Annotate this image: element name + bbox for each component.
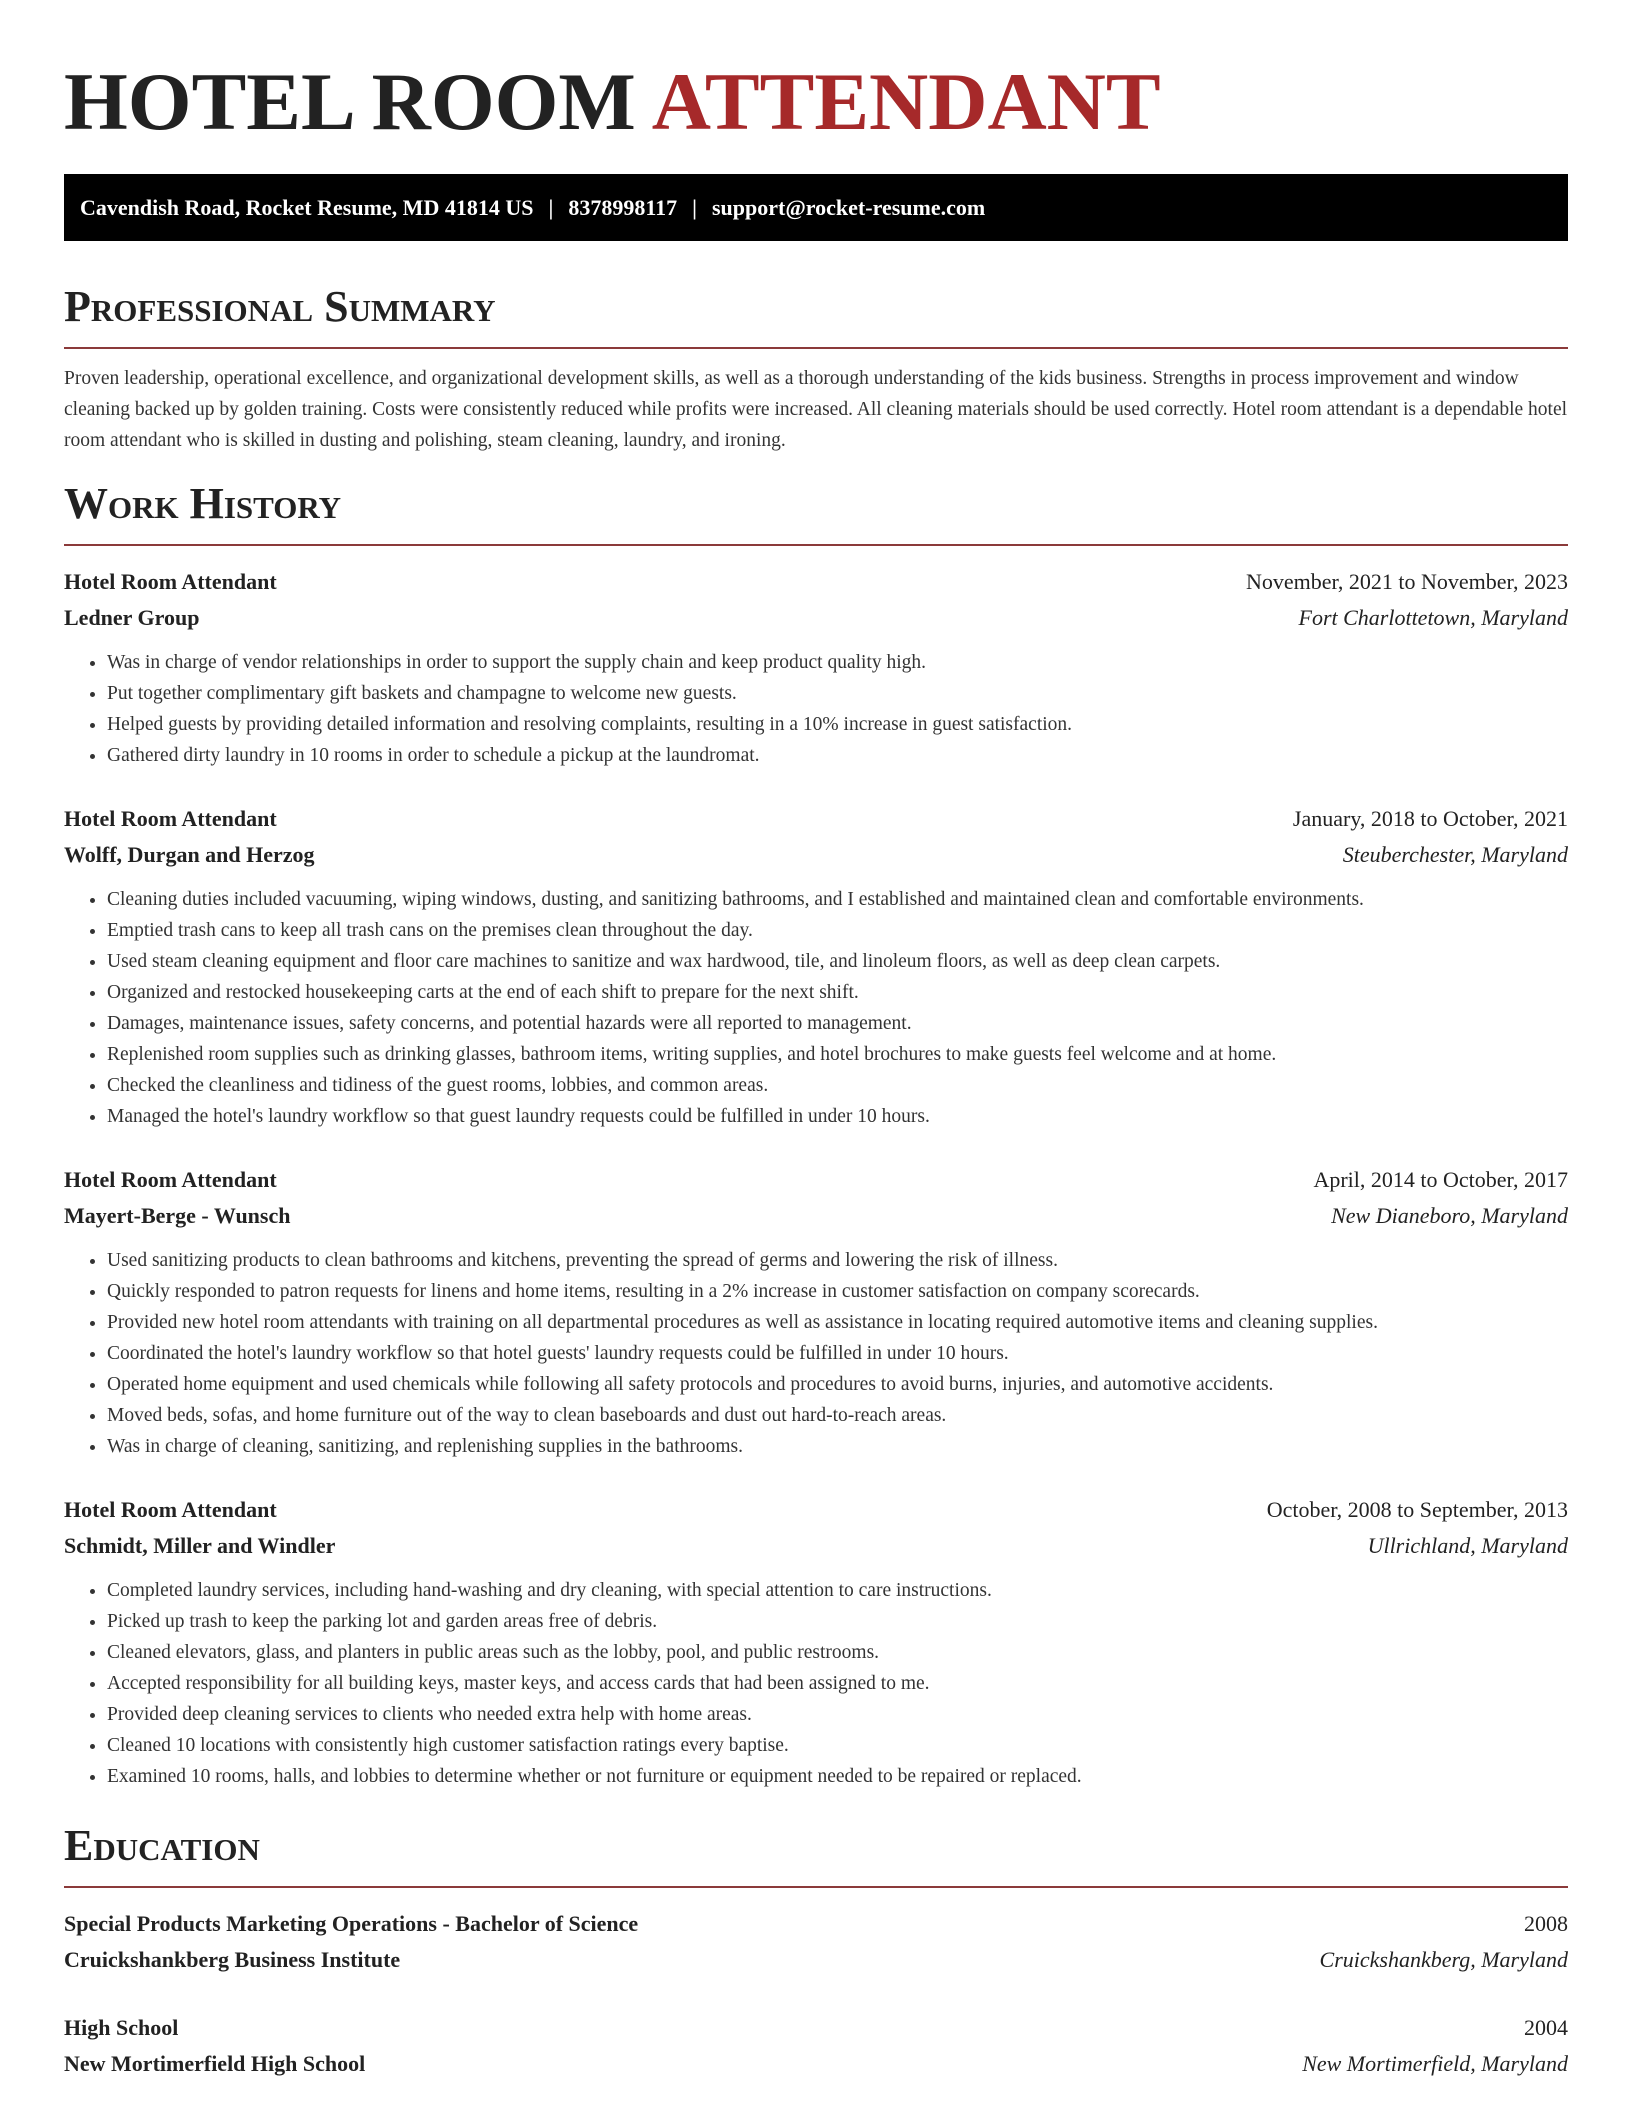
job-dates: January, 2018 to October, 2021	[1292, 806, 1568, 831]
job-dates: April, 2014 to October, 2017	[1313, 1167, 1568, 1192]
summary-text: Proven leadership, operational excellence, and organizational development skills, as well as a thorough understanding of the kids business. Strengths in process improvement and window cleaning backed up by golden training. Costs were consistently reduced while profits were increased. All cleaning materials should be used correctly. Hotel room attendant is a dependable hotel room attendant who is skilled in dusting and polishing, steam cleaning, laundry, and ironing.	[64, 368, 1568, 451]
contact-bar	[64, 174, 1568, 241]
job-bullets	[64, 1245, 1568, 1462]
job-bullet: • Provided new hotel room attendants with training on all departmental procedures as well as assistance in locating required automotive items and cleaning supplies.	[107, 1307, 1568, 1338]
job-bullets	[64, 884, 1568, 1132]
education-location: New Mortimerfield, Maryland	[1302, 2051, 1568, 2076]
education-year: 2008	[1524, 1911, 1568, 1936]
education-degree-row	[64, 2010, 1568, 2046]
education-degree-row	[64, 1906, 1568, 1942]
education-section	[64, 1820, 1568, 2082]
job-bullet: • Cleaned 10 locations with consistently high customer satisfaction ratings every baptise.	[107, 1730, 1568, 1761]
job-bullet: • Gathered dirty laundry in 10 rooms in order to schedule a pickup at the laundromat.	[107, 740, 1568, 771]
job-bullet: • Was in charge of cleaning, sanitizing, and replenishing supplies in the bathrooms.	[107, 1431, 1568, 1462]
section-divider	[64, 544, 1568, 546]
education-school-row	[64, 1942, 1568, 1978]
job-bullet: • Replenished room supplies such as drinking glasses, bathroom items, writing supplies, and hotel brochures to make guests feel welcome and at home.	[107, 1039, 1568, 1070]
education-school-row	[64, 2046, 1568, 2082]
education-school: New Mortimerfield High School	[64, 2051, 366, 2076]
section-heading-education: Education	[64, 1821, 260, 1870]
section-heading-summary: Professional Summary	[64, 282, 496, 331]
work-history-section	[64, 478, 1568, 1792]
job-bullet: • Checked the cleanliness and tidiness of the guest rooms, lobbies, and common areas.	[107, 1070, 1568, 1101]
title-accent: ATTENDANT	[651, 56, 1161, 147]
job-entry	[64, 564, 1568, 771]
job-title: Hotel Room Attendant	[64, 569, 277, 594]
resume-title	[64, 52, 1568, 152]
education-degree: Special Products Marketing Operations - Bachelor of Science	[64, 1911, 639, 1936]
job-company: Wolff, Durgan and Herzog	[64, 842, 315, 867]
job-bullet: • Cleaned elevators, glass, and planters in public areas such as the lobby, pool, and public restrooms.	[107, 1637, 1568, 1668]
job-bullet: • Operated home equipment and used chemicals while following all safety protocols and procedures to avoid burns, injuries, and automotive accidents.	[107, 1369, 1568, 1400]
job-location: New Dianeboro, Maryland	[1331, 1203, 1568, 1228]
job-bullet: • Helped guests by providing detailed information and resolving complaints, resulting in a 10% increase in guest satisfaction.	[107, 709, 1568, 740]
title-main: HOTEL ROOM	[64, 56, 636, 147]
job-bullet: • Accepted responsibility for all building keys, master keys, and access cards that had been assigned to me.	[107, 1668, 1568, 1699]
job-bullets	[64, 647, 1568, 771]
job-header-row	[64, 1492, 1568, 1528]
job-bullet: • Coordinated the hotel's laundry workflow so that hotel guests' laundry requests could be fulfilled in under 10 hours.	[107, 1338, 1568, 1369]
education-entry	[64, 2010, 1568, 2082]
job-bullet: • Cleaning duties included vacuuming, wiping windows, dusting, and sanitizing bathrooms, and I established and maintained clean and comfortable environments.	[107, 884, 1568, 915]
job-header-row	[64, 1162, 1568, 1198]
section-heading-work: Work History	[64, 479, 342, 528]
job-bullet: • Was in charge of vendor relationships in order to support the supply chain and keep product quality high.	[107, 647, 1568, 678]
job-bullet: • Managed the hotel's laundry workflow so that guest laundry requests could be fulfilled in under 10 hours.	[107, 1101, 1568, 1132]
education-location: Cruickshankberg, Maryland	[1319, 1947, 1568, 1972]
section-divider	[64, 347, 1568, 349]
job-company: Schmidt, Miller and Windler	[64, 1533, 336, 1558]
job-location: Fort Charlottetown, Maryland	[1298, 605, 1568, 630]
contact-phone[interactable]: 8378998117	[568, 194, 678, 220]
job-bullet: • Picked up trash to keep the parking lot and garden areas free of debris.	[107, 1606, 1568, 1637]
job-company: Ledner Group	[64, 605, 200, 630]
job-bullet: • Quickly responded to patron requests for linens and home items, resulting in a 2% increase in customer satisfaction on company scorecards.	[107, 1276, 1568, 1307]
contact-separator: |	[548, 194, 554, 220]
job-location: Steuberchester, Maryland	[1342, 842, 1568, 867]
job-location: Ullrichland, Maryland	[1367, 1533, 1568, 1558]
job-bullet: • Put together complimentary gift baskets and champagne to welcome new guests.	[107, 678, 1568, 709]
job-title: Hotel Room Attendant	[64, 806, 277, 831]
job-bullet: • Used steam cleaning equipment and floor care machines to sanitize and wax hardwood, tile, and linoleum floors, as well as deep clean carpets.	[107, 946, 1568, 977]
job-bullet: • Used sanitizing products to clean bathrooms and kitchens, preventing the spread of germs and lowering the risk of illness.	[107, 1245, 1568, 1276]
job-dates: October, 2008 to September, 2013	[1266, 1497, 1568, 1522]
job-dates: November, 2021 to November, 2023	[1245, 569, 1568, 594]
job-bullets	[64, 1575, 1568, 1792]
job-company-row	[64, 837, 1568, 873]
job-bullet: • Provided deep cleaning services to clients who needed extra help with home areas.	[107, 1699, 1568, 1730]
job-bullet: • Damages, maintenance issues, safety concerns, and potential hazards were all reported to management.	[107, 1008, 1568, 1039]
education-year: 2004	[1524, 2015, 1568, 2040]
job-company-row	[64, 1528, 1568, 1564]
education-school: Cruickshankberg Business Institute	[64, 1947, 401, 1972]
job-bullet: • Organized and restocked housekeeping carts at the end of each shift to prepare for the next shift.	[107, 977, 1568, 1008]
job-header-row	[64, 564, 1568, 600]
education-degree: High School	[64, 2015, 179, 2040]
job-title: Hotel Room Attendant	[64, 1497, 277, 1522]
job-entry	[64, 801, 1568, 1132]
job-company-row	[64, 1198, 1568, 1234]
job-bullet: • Completed laundry services, including hand-washing and dry cleaning, with special attention to care instructions.	[107, 1575, 1568, 1606]
contact-address: Cavendish Road, Rocket Resume, MD 41814 US	[80, 194, 534, 220]
job-company: Mayert-Berge - Wunsch	[64, 1203, 291, 1228]
job-entry	[64, 1162, 1568, 1462]
job-bullet: • Emptied trash cans to keep all trash cans on the premises clean throughout the day.	[107, 915, 1568, 946]
job-company-row	[64, 600, 1568, 636]
section-divider	[64, 1886, 1568, 1888]
job-entry	[64, 1492, 1568, 1792]
job-header-row	[64, 801, 1568, 837]
job-title: Hotel Room Attendant	[64, 1167, 277, 1192]
job-bullet: • Examined 10 rooms, halls, and lobbies to determine whether or not furniture or equipment needed to be repaired or replaced.	[107, 1761, 1568, 1792]
contact-separator: |	[692, 194, 697, 220]
contact-email[interactable]: support@rocket-resume.com	[711, 194, 986, 220]
professional-summary-section	[64, 281, 1568, 456]
education-entry	[64, 1906, 1568, 1978]
job-bullet: • Moved beds, sofas, and home furniture out of the way to clean baseboards and dust out hard-to-reach areas.	[107, 1400, 1568, 1431]
